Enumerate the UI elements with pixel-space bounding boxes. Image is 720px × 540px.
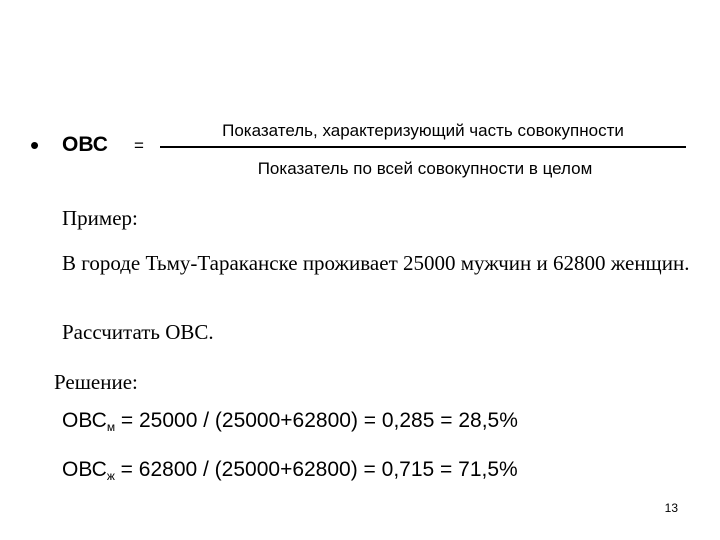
ovs-term: ОВС	[62, 133, 108, 156]
example-problem-text: В городе Тьму-Тараканске проживает 25000 мужчин и 62800 женщин.	[62, 251, 690, 275]
formula-male-base: ОВС	[62, 409, 107, 432]
formula-female	[62, 457, 518, 483]
fraction-numerator: Показатель, характеризующий часть совокупности	[222, 121, 624, 140]
fraction-denominator: Показатель по всей совокупности в целом	[257, 159, 593, 178]
formula-female-subscript: ж	[106, 469, 115, 483]
example-task-text: Рассчитать ОВС.	[62, 320, 214, 344]
page-number: 13	[664, 501, 678, 515]
fraction-line	[160, 146, 686, 148]
formula-male-expression: = 25000 / (25000+62800) = 0,285 = 28,5%	[115, 409, 518, 432]
example-label: Пример:	[62, 206, 138, 230]
formula-male-subscript: м	[106, 420, 116, 434]
formula-female-expression: = 62800 / (25000+62800) = 0,715 = 71,5%	[114, 458, 518, 481]
bullet-point: •	[30, 130, 40, 160]
formula-female-base: ОВС	[62, 458, 107, 481]
equals-sign: =	[134, 136, 144, 155]
formula-male	[62, 408, 518, 434]
solution-label: Решение:	[54, 370, 138, 394]
